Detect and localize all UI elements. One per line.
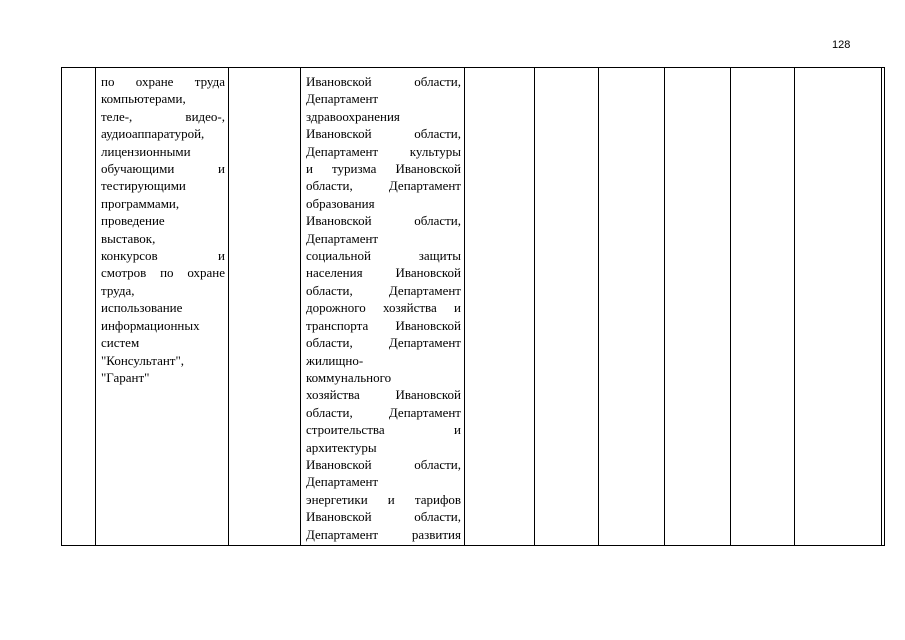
cell-line: проведение <box>101 213 165 229</box>
cell-line: области, Департамент <box>306 178 461 194</box>
cell-col5 <box>465 68 535 546</box>
cell-line: хозяйства Ивановской <box>306 387 461 403</box>
executors-text <box>306 73 461 543</box>
cell-measures <box>96 68 229 546</box>
cell-line: обучающими и <box>101 161 225 177</box>
cell-line: компьютерами, <box>101 91 186 107</box>
cell-col8 <box>665 68 731 546</box>
cell-line: по охране труда <box>101 74 225 89</box>
cell-line: и туризма Ивановской <box>306 161 461 177</box>
cell-line: области, Департамент <box>306 282 461 298</box>
cell-line: смотров по охране <box>101 265 225 281</box>
cell-line: информационных <box>101 317 200 333</box>
measures-text <box>101 73 225 386</box>
cell-line: тестирующими <box>101 178 186 194</box>
cell-line: строительства и <box>306 422 461 438</box>
cell-line: Ивановской области, <box>306 126 461 142</box>
cell-line: дорожного хозяйства и <box>306 300 461 316</box>
cell-line: Департамент культуры <box>306 143 461 159</box>
cell-line: образования <box>306 195 375 211</box>
cell-line: Ивановской области, <box>306 74 461 89</box>
cell-line: выставок, <box>101 230 156 246</box>
cell-line: систем <box>101 335 140 351</box>
cell-line: населения Ивановской <box>306 265 461 281</box>
cell-col9 <box>731 68 795 546</box>
cell-line: социальной защиты <box>306 248 461 264</box>
cell-line: Ивановской области, <box>306 456 461 472</box>
cell-line: области, Департамент <box>306 404 461 420</box>
cell-line: "Гарант" <box>101 369 150 385</box>
cell-line: использование <box>101 300 183 316</box>
cell-executors <box>301 68 465 546</box>
cell-line: Департамент <box>306 91 379 107</box>
cell-col6 <box>535 68 599 546</box>
cell-line: аудиоаппаратурой, <box>101 126 205 142</box>
cell-line: энергетики и тарифов <box>306 491 461 507</box>
cell-line: труда, <box>101 282 135 298</box>
cell-col10 <box>795 68 882 546</box>
cell-line: Ивановской области, <box>306 213 461 229</box>
cell-line: "Консультант", <box>101 352 185 368</box>
cell-line: теле-, видео-, <box>101 108 225 124</box>
cell-line: Департамент развития <box>306 526 461 542</box>
cell-deadline <box>229 68 301 546</box>
cell-line: конкурсов и <box>101 248 225 264</box>
cell-line: транспорта Ивановской <box>306 317 461 333</box>
program-table <box>61 67 885 546</box>
cell-line: здравоохранения <box>306 108 400 124</box>
table-row <box>62 68 885 546</box>
cell-col7 <box>599 68 665 546</box>
cell-line: жилищно- <box>306 352 364 368</box>
page-number: 128 <box>832 39 851 51</box>
cell-line: архитектуры <box>306 439 377 455</box>
cell-col11 <box>882 68 885 546</box>
cell-line: Департамент <box>306 474 379 490</box>
cell-line: Ивановской области, <box>306 509 461 525</box>
cell-line: области, Департамент <box>306 335 461 351</box>
cell-number <box>62 68 96 546</box>
cell-line: коммунального <box>306 369 392 385</box>
cell-line: Департамент <box>306 230 379 246</box>
cell-line: программами, <box>101 195 180 211</box>
cell-line: лицензионными <box>101 143 191 159</box>
